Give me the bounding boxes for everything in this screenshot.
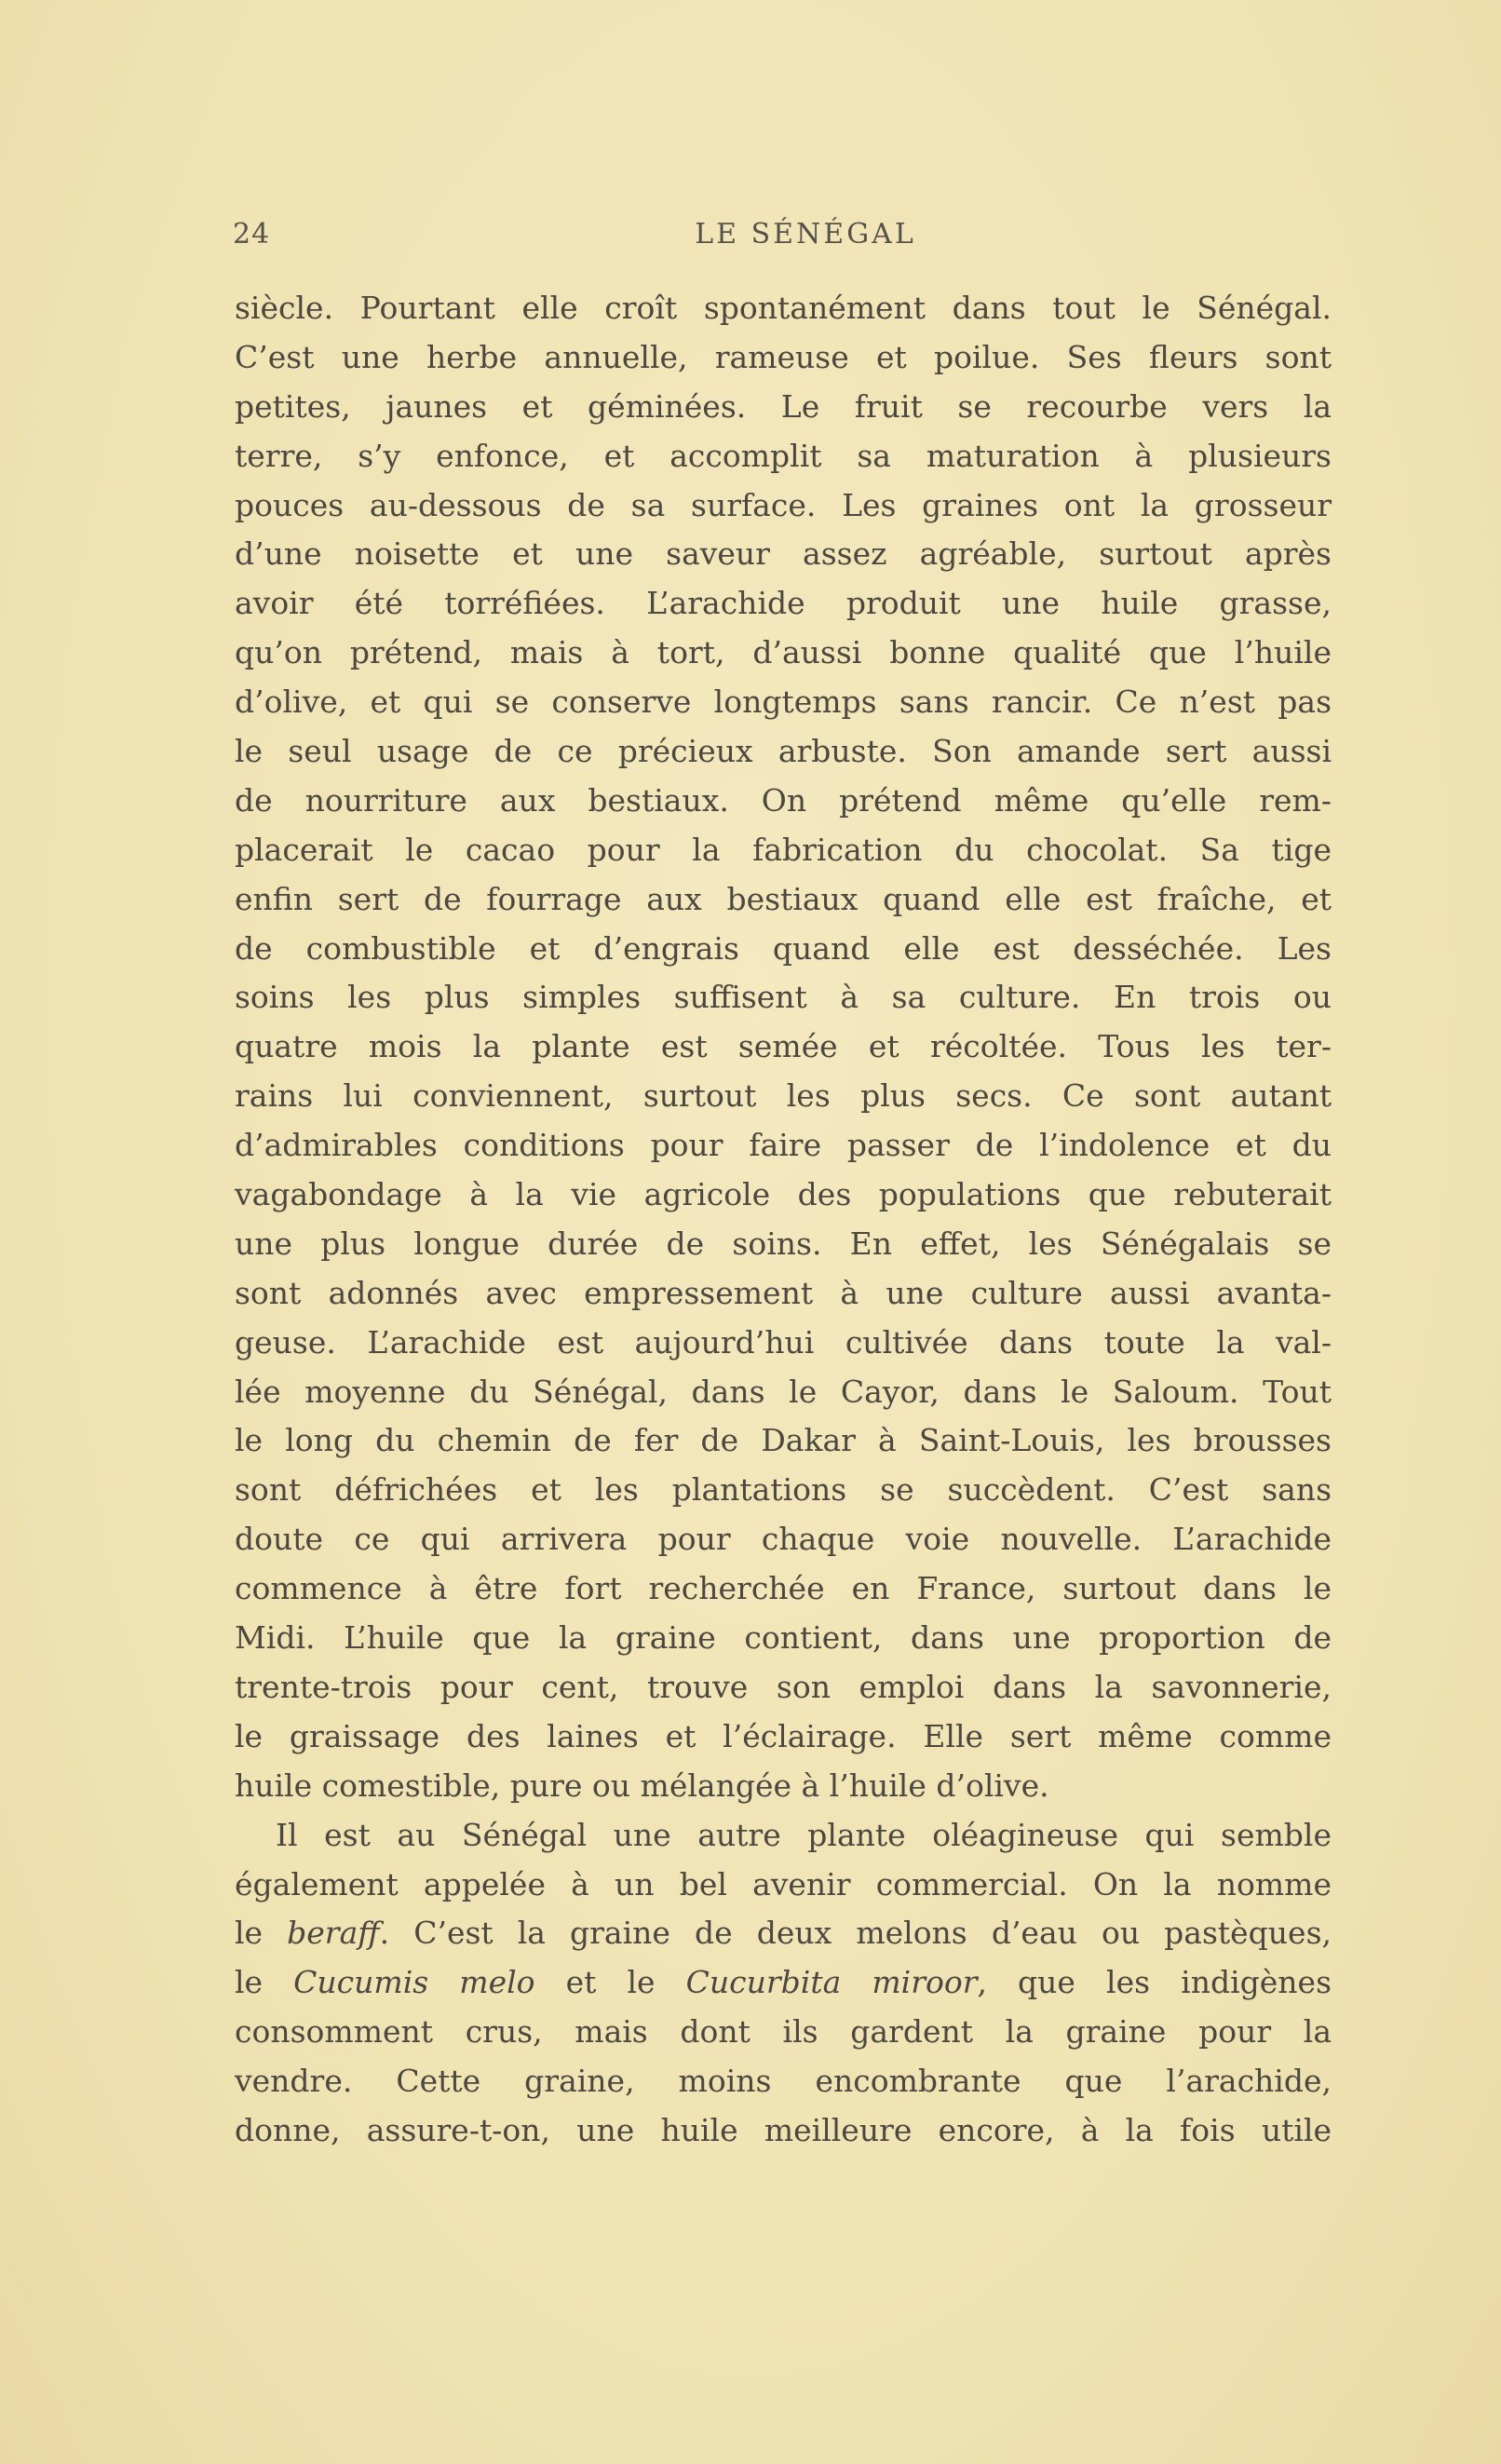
text-line: avoir été torréfiées. L’arachide produit une huile grasse, — [235, 585, 1332, 622]
text-line: terre, s’y enfonce, et accomplit sa maturation à plusieurs — [235, 437, 1332, 474]
text-line: sont défrichées et les plantations se succèdent. C’est sans — [235, 1471, 1332, 1509]
text-line: qu’on prétend, mais à tort, d’aussi bonne qualité que l’huile — [235, 634, 1332, 671]
text-line: d’admirables conditions pour faire passer de l’indolence et du — [235, 1127, 1332, 1164]
text-line: le long du chemin de fer de Dakar à Saint-Louis, les brousses — [235, 1422, 1332, 1459]
text-line: également appelée à un bel avenir commercial. On la nomme — [235, 1865, 1332, 1902]
text-line: d’olive, et qui se conserve longtemps sans rancir. Ce n’est pas — [235, 684, 1332, 721]
text-line: vendre. Cette graine, moins encombrante que l’arachide, — [235, 2063, 1332, 2100]
text-line: doute ce qui arrivera pour chaque voie nouvelle. L’arachide — [235, 1521, 1332, 1558]
text-line: enfin sert de fourrage aux bestiaux quand elle est fraîche, et — [235, 880, 1332, 917]
text-line: placerait le cacao pour la fabrication du chocolat. Sa tige — [235, 831, 1332, 868]
italic-term-cucurbita-miroor: Cucurbita miroor — [685, 1964, 978, 2001]
text-line: consomment crus, mais dont ils gardent la graine pour la — [235, 2013, 1332, 2051]
text-line: de combustible et d’engrais quand elle est desséchée. Les — [235, 929, 1332, 967]
text-line: siècle. Pourtant elle croît spontanément dans tout le Sénégal. — [235, 290, 1332, 326]
text-line: une plus longue durée de soins. En effet, les Sénégalais se — [235, 1225, 1332, 1262]
italic-term-cucumis-melo: Cucumis melo — [293, 1964, 535, 2001]
paragraph-end-line: huile comestible, pure ou mélangée à l’huile d’olive. — [235, 1767, 1049, 1804]
text-line: C’est une herbe annuelle, rameuse et poilue. Ses fleurs sont — [235, 338, 1332, 375]
text-line: d’une noisette et une saveur assez agréable, surtout après — [235, 535, 1332, 573]
text-line: vagabondage à la vie agricole des populations que rebuterait — [235, 1176, 1332, 1213]
running-head — [233, 216, 1332, 253]
text-line: de nourriture aux bestiaux. On prétend même qu’elle rem- — [235, 781, 1332, 819]
text-segment: , que les indigènes — [977, 1964, 1332, 2001]
page-number: 24 — [233, 218, 271, 250]
text-line: soins les plus simples suffisent à sa culture. En trois ou — [235, 979, 1332, 1016]
text-line: rains lui conviennent, surtout les plus secs. Ce sont autant — [235, 1077, 1332, 1115]
text-line: sont adonnés avec empressement à une culture aussi avanta- — [235, 1274, 1332, 1311]
text-line: lée moyenne du Sénégal, dans le Cayor, dans le Saloum. Tout — [235, 1373, 1332, 1410]
text-line: quatre mois la plante est semée et récoltée. Tous les ter- — [235, 1028, 1332, 1065]
text-segment: le — [235, 1964, 294, 2001]
paragraph-start-line: Il est au Sénégal une autre plante oléagineuse qui semble — [276, 1816, 1332, 1853]
text-segment: le — [235, 1915, 288, 1952]
text-line: petites, jaunes et géminées. Le fruit se recourbe vers la — [235, 387, 1332, 425]
text-line-with-italic — [235, 1909, 1332, 1958]
text-line: geuse. L’arachide est aujourd’hui cultivée dans toute la val- — [235, 1323, 1332, 1361]
italic-term-beraff: beraff — [287, 1915, 380, 1952]
text-line: le seul usage de ce précieux arbuste. Son amande sert aussi — [235, 733, 1332, 770]
text-line: donne, assure-t-on, une huile meilleure encore, à la fois utile — [235, 2111, 1332, 2148]
body-text — [235, 284, 1332, 2156]
text-segment: et le — [534, 1964, 686, 2001]
running-title: LE SÉNÉGAL — [695, 218, 916, 250]
text-line-with-italic — [235, 1958, 1332, 2008]
text-segment: . C’est la graine de deux melons d’eau ou pastèques, — [379, 1915, 1332, 1952]
text-line: trente-trois pour cent, trouve son emploi dans la savonnerie, — [235, 1668, 1332, 1705]
text-line: pouces au-dessous de sa surface. Les graines ont la grosseur — [235, 486, 1332, 523]
text-line: Midi. L’huile que la graine contient, dans une proportion de — [235, 1619, 1332, 1657]
text-line: le graissage des laines et l’éclairage. Elle sert même comme — [235, 1717, 1332, 1754]
text-line: commence à être fort recherchée en France, surtout dans le — [235, 1570, 1332, 1607]
